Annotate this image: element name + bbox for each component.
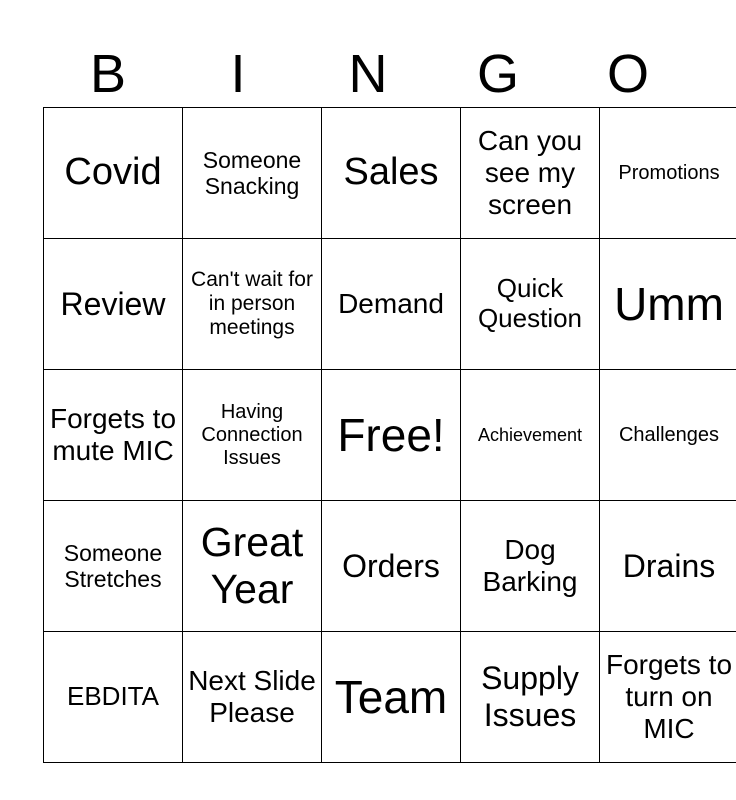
- bingo-cell[interactable]: Free!: [322, 370, 461, 501]
- bingo-cell[interactable]: Someone Snacking: [183, 108, 322, 239]
- bingo-cell[interactable]: Can't wait for in person meetings: [183, 239, 322, 370]
- header-letter-i: I: [230, 44, 246, 104]
- bingo-header: [43, 40, 693, 108]
- bingo-cell[interactable]: Drains: [600, 501, 736, 632]
- bingo-cell[interactable]: Umm: [600, 239, 736, 370]
- bingo-cell[interactable]: Sales: [322, 108, 461, 239]
- bingo-cell[interactable]: Forgets to mute MIC: [44, 370, 183, 501]
- header-letter-n: N: [348, 44, 388, 104]
- bingo-cell[interactable]: Promotions: [600, 108, 736, 239]
- board-row: [44, 239, 736, 370]
- header-letter-o: O: [606, 44, 649, 104]
- board-row: [44, 108, 736, 239]
- bingo-cell[interactable]: Supply Issues: [461, 632, 600, 763]
- bingo-cell[interactable]: Dog Barking: [461, 501, 600, 632]
- bingo-cell[interactable]: Having Connection Issues: [183, 370, 322, 501]
- bingo-cell[interactable]: Challenges: [600, 370, 736, 501]
- bingo-cell[interactable]: EBDITA: [44, 632, 183, 763]
- bingo-cell[interactable]: Demand: [322, 239, 461, 370]
- bingo-cell[interactable]: Orders: [322, 501, 461, 632]
- bingo-cell[interactable]: Team: [322, 632, 461, 763]
- header-letter-b: B: [89, 44, 127, 104]
- bingo-cell[interactable]: Achievement: [461, 370, 600, 501]
- bingo-board: [43, 107, 736, 763]
- board-row: [44, 370, 736, 501]
- bingo-cell[interactable]: Someone Stretches: [44, 501, 183, 632]
- board-row: [44, 632, 736, 763]
- bingo-cell[interactable]: Forgets to turn on MIC: [600, 632, 736, 763]
- board-row: [44, 501, 736, 632]
- bingo-cell[interactable]: Great Year: [183, 501, 322, 632]
- bingo-cell[interactable]: Quick Question: [461, 239, 600, 370]
- bingo-cell[interactable]: Covid: [44, 108, 183, 239]
- bingo-cell[interactable]: Review: [44, 239, 183, 370]
- bingo-cell[interactable]: Can you see my screen: [461, 108, 600, 239]
- header-letter-g: G: [476, 44, 519, 104]
- bingo-cell[interactable]: Next Slide Please: [183, 632, 322, 763]
